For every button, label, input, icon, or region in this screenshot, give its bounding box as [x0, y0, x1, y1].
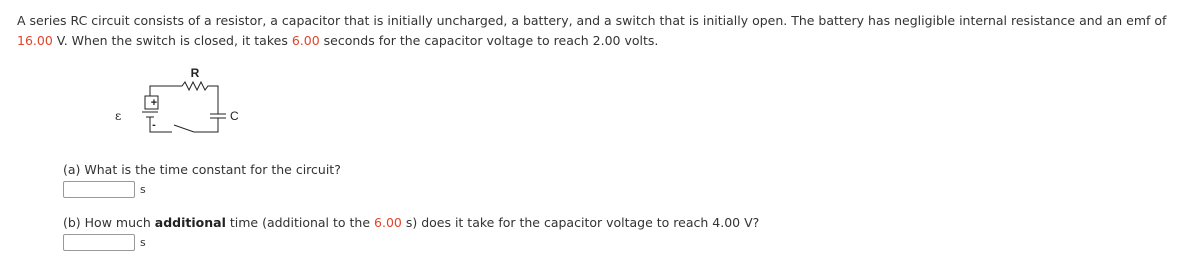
- problem-text-1: A series RC circuit consists of a resistor, a capacitor that is initially uncharged, a battery, and a switch that is initially open. The battery has negligible internal resistance and an emf of: [17, 13, 1167, 28]
- part-b-answer-row: [63, 234, 759, 251]
- part-b: [63, 215, 759, 251]
- problem-text-3: seconds for the capacitor voltage to reach 2.00 volts.: [319, 33, 659, 48]
- emf-label: ε: [115, 109, 122, 123]
- part-b-suffix: s) does it take for the capacitor voltage to reach 4.00 V?: [401, 215, 760, 230]
- problem-text-2: V. When the switch is closed, it takes: [52, 33, 292, 48]
- part-b-middle: time (additional to the: [225, 215, 375, 230]
- time-value: 6.00: [291, 33, 320, 48]
- part-a-unit: s: [140, 183, 146, 196]
- rc-circuit-diagram: [112, 62, 272, 138]
- part-a-question: (a) What is the time constant for the circuit?: [63, 162, 341, 177]
- part-b-answer-input[interactable]: [63, 234, 135, 251]
- plus-sign: +: [150, 97, 158, 109]
- part-b-unit: s: [140, 236, 146, 249]
- part-a-answer-input[interactable]: [63, 181, 135, 198]
- emf-value: 16.00: [17, 33, 53, 48]
- part-a-answer-row: [63, 181, 341, 198]
- part-b-bold: additional: [154, 215, 226, 230]
- capacitor-label: C: [230, 109, 239, 123]
- part-a: [63, 162, 341, 198]
- problem-statement: [17, 11, 1187, 51]
- bottom-wire: [194, 118, 218, 132]
- resistor-label: R: [190, 66, 200, 80]
- resistor-symbol: [150, 82, 212, 108]
- top-right-wire: [212, 86, 218, 114]
- part-b-prefix: (b) How much: [63, 215, 155, 230]
- part-b-question: [63, 215, 759, 231]
- minus-sign: -: [152, 119, 156, 131]
- switch-symbol: [174, 125, 194, 132]
- part-b-value: 6.00: [374, 215, 402, 230]
